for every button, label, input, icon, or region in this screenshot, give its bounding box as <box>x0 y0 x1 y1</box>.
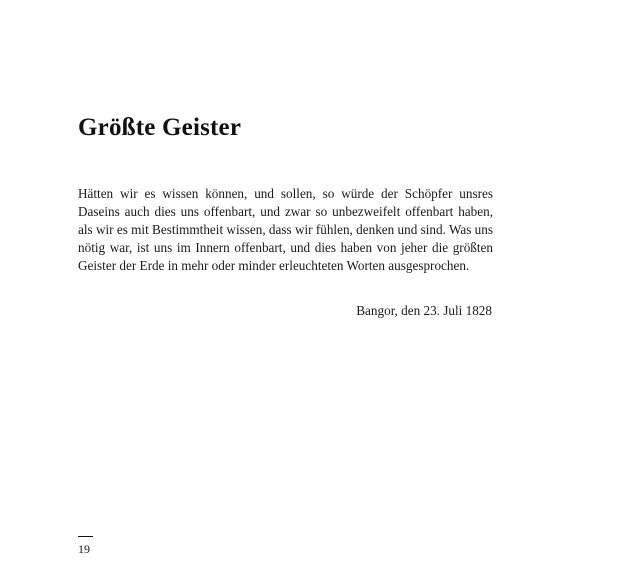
page-title: Größte Geister <box>78 114 242 141</box>
body-paragraph: Hätten wir es wissen können, und sollen, so würde der Schöpfer unsres Daseins auch dies uns offenbart, und zwar so unbezweifelt offenbart haben, als wir es mit Bestimmtheit wissen, dass wir fühlen, denken und sind. Was uns nötig war, ist uns im Innern offenbart, und dies haben von jeher die größten Geister der Erde in mehr oder minder erleuchteten Worten ausgesprochen. <box>78 186 493 273</box>
page-number: 19 <box>78 542 90 556</box>
page-number-rule <box>78 536 93 537</box>
dateline: Bangor, den 23. Juli 1828 <box>356 303 492 318</box>
